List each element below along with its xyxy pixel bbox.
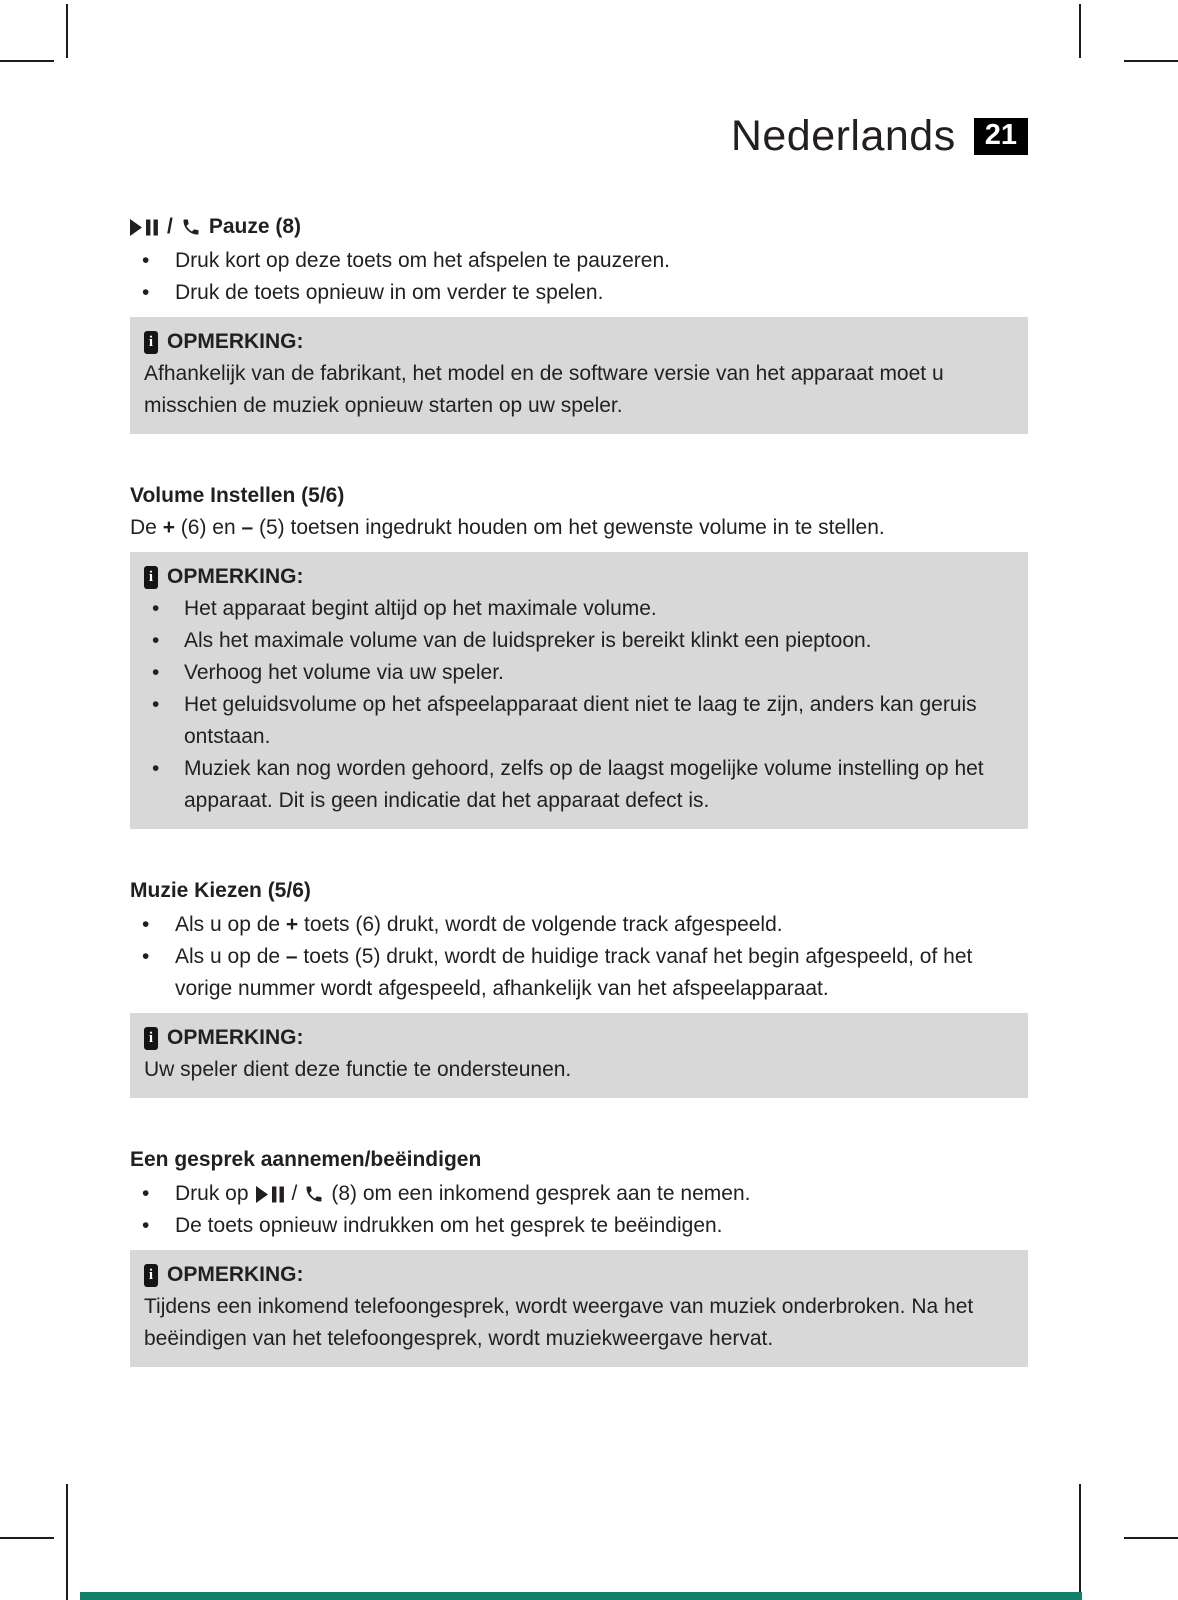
note-box	[130, 552, 1028, 829]
note-label: OPMERKING:	[167, 565, 304, 588]
text-run: (6) en	[174, 516, 242, 539]
heading-separator: /	[167, 215, 173, 238]
section-pause	[130, 211, 1028, 434]
text-run: toets (5) drukt, wordt de huidige track vanaf het begin afgespeeld, of het vorige nummer wordt afgespeeld, afhankelijk van het afspeelapparaat.	[175, 945, 973, 1000]
text-run: toets (6) drukt, wordt de volgende track afgespeeld.	[298, 913, 783, 936]
note-box	[130, 1013, 1028, 1098]
music-bullet-list	[130, 909, 1028, 1005]
text-run: • Druk op	[175, 1182, 249, 1205]
note-bullet-item: • Als het maximale volume van de luidspreker is bereikt klinkt een pieptoon.	[144, 625, 1014, 657]
text-run: (8) om een inkomend gesprek aan te nemen.	[331, 1182, 751, 1205]
page-content	[130, 112, 1028, 1367]
minus-key: –	[285, 945, 298, 968]
note-box	[130, 317, 1028, 434]
note-text: Uw speler dient deze functie te ondersteunen.	[144, 1058, 572, 1081]
volume-intro	[130, 512, 1028, 544]
page-title: Nederlands	[730, 112, 956, 160]
crop-mark	[0, 1537, 54, 1539]
bullet-item	[130, 909, 1028, 941]
info-icon: i	[144, 331, 158, 354]
info-icon: i	[144, 1264, 158, 1287]
crop-mark	[1079, 1484, 1081, 1600]
pause-bullet-list	[130, 245, 1028, 309]
crop-mark	[1124, 60, 1178, 62]
crop-mark	[66, 1484, 68, 1600]
pause-heading	[130, 211, 1028, 243]
crop-mark	[1124, 1537, 1178, 1539]
bullet-item: • De toets opnieuw indrukken om het gesprek te beëindigen.	[130, 1210, 1028, 1242]
page-number-badge: 21	[974, 118, 1028, 156]
section-call	[130, 1144, 1028, 1367]
note-label: OPMERKING:	[167, 330, 304, 353]
crop-mark	[66, 4, 68, 58]
bullet-item	[130, 941, 1028, 1005]
bullet-item: • Druk kort op deze toets om het afspelen te pauzeren.	[130, 245, 1028, 277]
call-heading: Een gesprek aannemen/beëindigen	[130, 1148, 482, 1171]
section-music-select	[130, 875, 1028, 1098]
text-run: De	[130, 516, 163, 539]
note-box	[130, 1250, 1028, 1367]
call-bullet-list	[130, 1178, 1028, 1242]
note-header	[144, 326, 1014, 358]
note-label: OPMERKING:	[167, 1263, 304, 1286]
note-bullet-item: • Verhoog het volume via uw speler.	[144, 657, 1014, 689]
note-header	[144, 561, 1014, 593]
crop-mark	[0, 60, 54, 62]
crop-mark	[1079, 4, 1081, 58]
note-bullet-item: • Het apparaat begint altijd op het maximale volume.	[144, 593, 1014, 625]
bullet-item: • Druk de toets opnieuw in om verder te spelen.	[130, 277, 1028, 309]
note-bullet-list	[144, 593, 1014, 817]
volume-heading: Volume Instellen (5/6)	[130, 484, 345, 507]
note-bullet-item: • Het geluidsvolume op het afspeelapparaat dient niet te laag te zijn, anders kan geruis ontstaan.	[144, 689, 1014, 753]
heading-separator: /	[291, 1182, 298, 1205]
play-pause-icon	[130, 219, 159, 236]
text-run: (5) toetsen ingedrukt houden om het gewenste volume in te stellen.	[253, 516, 885, 539]
note-text: Tijdens een inkomend telefoongesprek, wordt weergave van muziek onderbroken. Na het beëindigen van het telefoongesprek, wordt muziekweergave hervat.	[144, 1295, 974, 1350]
page-edge-bar	[80, 1592, 1082, 1600]
pause-heading-label: Pauze (8)	[208, 215, 302, 238]
bullet-item	[130, 1178, 1028, 1210]
note-label: OPMERKING:	[167, 1026, 304, 1049]
note-header	[144, 1022, 1014, 1054]
text-run: Als u op de	[175, 913, 286, 936]
plus-key: +	[285, 913, 299, 936]
note-header	[144, 1259, 1014, 1291]
section-volume	[130, 480, 1028, 829]
info-icon: i	[144, 1027, 158, 1050]
play-pause-icon	[256, 1186, 285, 1203]
phone-icon	[181, 217, 201, 237]
note-bullet-item: • Muziek kan nog worden gehoord, zelfs op de laagst mogelijke volume instelling op het apparaat. Dit is geen indicatie dat het apparaat defect is.	[144, 753, 1014, 817]
info-icon: i	[144, 566, 158, 589]
note-text: Afhankelijk van de fabrikant, het model en de software versie van het apparaat moet u misschien de muziek opnieuw starten op uw speler.	[144, 362, 944, 417]
page-header	[130, 112, 1028, 161]
plus-key: +	[162, 516, 175, 539]
text-run: Als u op de	[175, 945, 286, 968]
minus-key: –	[241, 516, 254, 539]
phone-icon	[304, 1184, 324, 1204]
music-heading: Muzie Kiezen (5/6)	[130, 879, 311, 902]
